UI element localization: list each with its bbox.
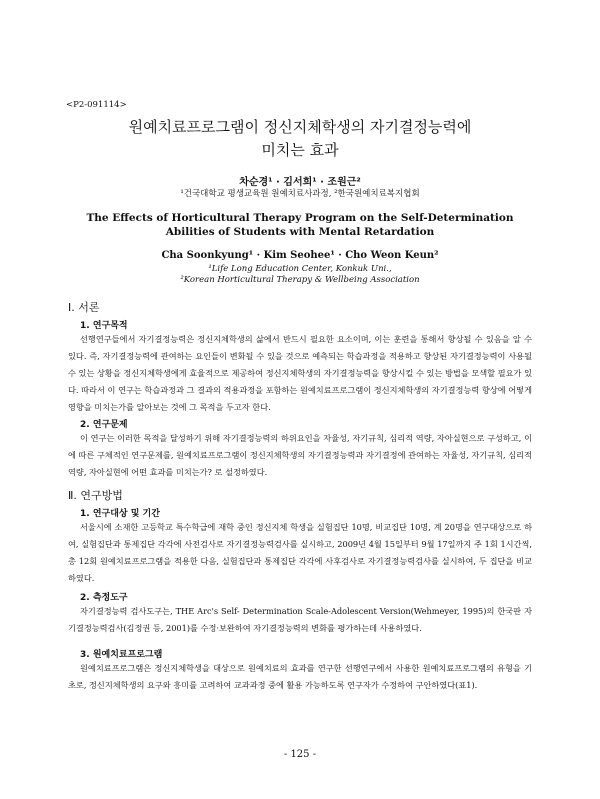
korean-affiliation: ¹건국대학교 평생교육원 원예치료사과정, ²한국원예치료복지협회 [180, 189, 420, 199]
abstract-code: <P2-091114> [66, 100, 127, 110]
section-heading-introduction: Ⅰ. 서론 [68, 301, 100, 314]
subsection-heading-program: 3. 원예치료프로그램 [80, 650, 163, 660]
subsection-heading-purpose: 1. 연구목적 [80, 321, 128, 331]
english-authors: Cha Soonkyung¹ · Kim Seohee¹ · Cho Weon Keun² [161, 250, 439, 261]
korean-authors: 차순경¹ · 김서희¹ · 조원근² [239, 177, 361, 188]
english-affiliation-line1: ¹Life Long Education Center, Konkuk Uni., [208, 264, 392, 274]
english-affiliation-line2: ²Korean Horticultural Therapy & Wellbeing Association [180, 275, 420, 285]
paragraph-instruments: 자기결정능력 검사도구는, THE Arc's Self- Determination Scale-Adolescent Version(Wehmeyer, 1995)의 한국판 자기결정능력검사(김정권 등, 2001)를 수정·보완하여 자기결정능력의 변화를 평가하는데 사용하였다. [68, 606, 532, 633]
korean-title-line1: 원예치료프로그램이 정신지체학생의 자기결정능력에 [128, 118, 472, 136]
paragraph-purpose: 선행연구들에서 자기결정능력은 정신지체학생의 삶에서 반드시 필요한 요소이며, 이는 훈련을 통해서 향상될 수 있음을 알 수 있다. 즉, 자기결정능력에 관여하는 요인들이 변화될 수 있을 것으로 예측되는 학습과정을 적용하고 향상된 자기결정능력이 사용될 수 있는 상황을 정신지체학생에게 효율적으로 제공하여 정신지체학생의 자기결정능력을 향상시킬 수 있는 방법을 모색할 필요가 있다. 따라서 이 연구는 학습과정과 그 결과의 적용과정을 포함하는 원예치료프로그램이 정신지체학생의 자기결정능력 향상에 어떻게 영향을 미치는가를 알아보는 것에 그 목적을 두고자 한다. [68, 334, 532, 412]
english-title-line1: The Effects of Horticultural Therapy Program on the Self-Determination [86, 212, 514, 224]
paragraph-program: 원예치료프로그램은 정신지체학생을 대상으로 원예치료의 효과를 연구한 선행연구에서 사용한 원예치료프로그램의 유형을 기초로, 정신지체학생의 요구와 흥미를 고려하여 교과과정 중에 활용 가능하도록 연구자가 수정하여 구안하였다(표1). [68, 663, 532, 690]
subsection-heading-subjects-period: 1. 연구대상 및 기간 [80, 509, 160, 519]
section-heading-methods: Ⅱ. 연구방법 [68, 489, 123, 502]
paragraph-subjects-period: 서울시에 소재한 고등학교 특수학급에 재학 중인 정신지체 학생을 실험집단 10명, 비교집단 10명, 계 20명을 연구대상으로 하여, 실험집단과 통제집단 각각에 사전검사로 자기결정능력검사를 실시하고, 2009년 4월 15일부터 9월 17일까지 주 1회 1시간씩, 총 12회 원예치료프로그램을 적용한 다음, 실험집단과 통제집단 각각에 사후검사로 자기결정능력검사를 실시하여, 두 집단을 비교하였다. [68, 522, 532, 583]
subsection-heading-research-questions: 2. 연구문제 [80, 420, 128, 430]
english-title-line2: Abilities of Students with Mental Retardation [165, 226, 435, 238]
korean-title-line2: 미치는 효과 [261, 141, 339, 159]
page-number: - 125 - [283, 749, 317, 760]
subsection-heading-instruments: 2. 측정도구 [80, 593, 128, 603]
paragraph-research-questions: 이 연구는 이러한 목적을 달성하기 위해 자기결정능력의 하위요인을 자율성, 자기규칙, 심리적 역량, 자아실현으로 구성하고, 이에 따른 구체적인 연구문제를, 원예치료프로그램이 정신지체학생의 자기결정능력과 자기결정에 관여하는 자율성, 자기규칙, 심리적 역량, 자아실현에 어떤 효과를 미치는가? 로 설정하였다. [68, 433, 532, 477]
